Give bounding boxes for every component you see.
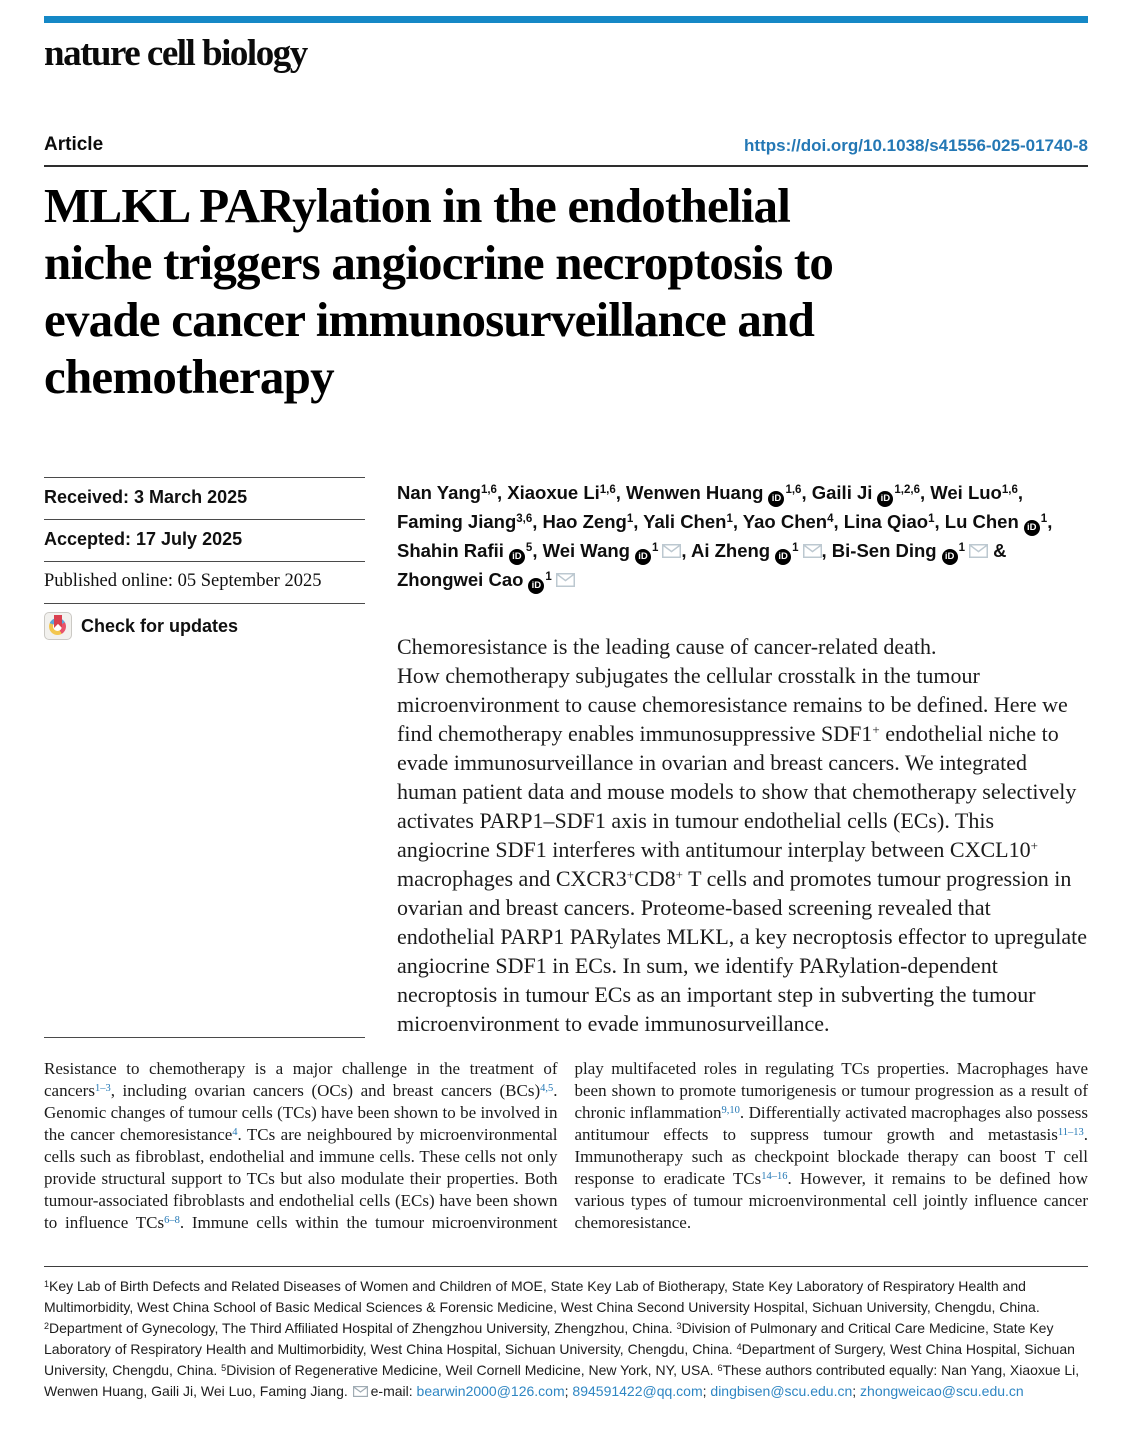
orcid-icon[interactable]: iD [775,549,791,565]
superscript: 1,2,6 [894,484,920,497]
superscript: 3,6 [516,513,533,526]
superscript: 1,6 [599,484,616,497]
superscript: 1,6 [480,484,497,497]
reference-link[interactable]: 1–3 [94,1082,111,1094]
reference-link[interactable]: 4 [232,1126,238,1138]
brand-color-bar [44,16,1088,23]
article-type-label: Article [44,134,104,155]
orcid-icon[interactable]: iD [942,549,958,565]
reference-link[interactable]: 9,10 [721,1104,740,1116]
email-link[interactable]: bearwin2000@126.com [416,1383,565,1399]
reference-link[interactable]: 4,5 [540,1082,554,1094]
accepted-date: Accepted: 17 July 2025 [44,519,365,561]
article-title: MLKL PARylation in the endothelial niche triggers angiocrine necroptosis to evade cancer immunosurveillance and chemotherapy [44,178,834,404]
reference-link[interactable]: 6–8 [164,1214,180,1226]
affiliations-footnotes: $^1$Key Lab of Birth Defects and Related Diseases of Women and Children of MOE, State Key Lab of Biotherapy, State Key Laboratory of Respiratory Health and Multimorbidity, West China School of Basic Medical Sciences & Forensic Medicine, West China Second University Hospital, Sichuan University, Chengdu, China. $^2$Department of Gynecology, The Third Affiliated Hospital of Zhengzhou University, Zhengzhou, China. $^3$Division of Pulmonary and Critical Care Medicine, State Key Laboratory of Respiratory Health and Multimorbidity, West China Hospital, Sichuan University, Chengdu, China. $^4$Department of Surgery, West China Hospital, Sichuan University, Chengdu, China. $^5$Division of Regenerative Medicine, Weil Cornell Medicine, New York, NY, USA. $^6$These authors contributed equally: Nan Yang, Xiaoxue Li, Wenwen Huang, Gaili Ji, Wei Luo, Faming Jiang. e-mail: bearwin2000@126.com; 894591422@qq.com; dingbisen@scu.edu.cn; zhongweicao@scu.edu.cn [44,1266,1088,1402]
received-date: Received: 3 March 2025 [44,477,365,519]
superscript: 1,6 [1001,484,1018,497]
superscript: 4 [827,513,834,526]
superscript: 1 [726,513,733,526]
crossmark-icon[interactable] [44,612,72,640]
orcid-icon[interactable]: iD [509,549,525,565]
superscript: 5 [525,542,533,555]
meta-section [44,477,1088,1038]
superscript: 1 [545,571,552,584]
orcid-icon[interactable]: iD [528,578,544,594]
superscript: 1 [928,513,935,526]
superscript: 1,6 [785,484,802,497]
superscript: 1 [958,542,966,555]
superscript: 1 [792,542,799,555]
superscript: 5 [221,1362,227,1373]
email-icon[interactable] [662,544,681,558]
reference-link[interactable]: 14–16 [761,1170,788,1182]
authors-abstract-column [397,477,1088,1038]
author-list: Nan Yang$^{1,6}$, Xiaoxue Li$^{1,6}$, Wenwen Huang iD$^{1,6}$, Gaili Ji iD$^{1,2,6}$, Wei Luo$^{1,6}$, Faming Jiang$^{3,6}$, Hao Zeng$^1$, Yali Chen$^1$, Yao Chen$^4$, Lina Qiao$^1$, Lu Chen $iD^1$, Shahin Rafii $iD^5$, Wei Wang $iD^1$ , Ai Zheng $iD^1$ , Bi-Sen Ding $iD^1$ & Zhongwei Cao $iD^1$ [397,478,1088,594]
superscript: + [675,866,683,882]
article-header-row [44,134,1088,167]
doi-link[interactable]: https://doi.org/10.1038/s41556-025-01740-8 [744,136,1088,155]
superscript: 6 [717,1362,723,1373]
introduction-body-columns: Resistance to chemotherapy is a major challenge in the treatment of cancers$^{1-3}$, including ovarian cancers (OCs) and breast cancers (BCs)$^{4,5}$. Genomic changes of tumour cells (TCs) have been shown to be involved in the cancer chemoresistance$^4$. TCs are neighboured by microenvironmental cells such as fibroblast, endothelial and immune cells. These cells not only provide structural support to TCs but also modulate their properties. Both tumour-associated fibroblasts and endothelial cells (ECs) have been shown to influence TCs$^{6-8}$. Immune cells within the tumour microenvironment play multifaceted roles in regulating TCs properties. Macrophages have been shown to promote tumorigenesis or tumour progression as a result of chronic inflammation$^{9,10}$. Differentially activated macrophages also possess antitumour effects to suppress tumour growth and metastasis$^{11-13}$. Immunotherapy such as checkpoint blockade therapy can boost T cell response to eradicate TCs$^{14-16}$. However, it remains to be defined how various types of tumour microenvironmental cell jointly influence cancer chemoresistance. [44,1059,1089,1232]
reference-link[interactable]: 11–13 [1057,1126,1084,1138]
email-icon[interactable] [803,544,822,558]
check-for-updates-label: Check for updates [81,615,239,636]
orcid-icon[interactable]: iD [1024,520,1040,536]
superscript: 1 [626,513,634,526]
orcid-icon[interactable]: iD [635,549,651,565]
email-link[interactable]: dingbisen@scu.edu.cn [710,1383,853,1399]
email-link[interactable]: zhongweicao@scu.edu.cn [860,1383,1024,1399]
published-date: Published online: 05 September 2025 [44,561,365,603]
journal-logo: nature cell biology [44,33,307,74]
superscript: 1 [1040,513,1048,526]
email-icon[interactable] [969,544,988,558]
superscript: 1 [651,542,659,555]
orcid-icon[interactable]: iD [877,491,893,507]
superscript: + [626,866,635,882]
superscript: 2 [44,1320,50,1331]
superscript: + [1030,837,1038,853]
orcid-icon[interactable]: iD [768,491,784,507]
check-for-updates-button[interactable] [44,603,365,650]
history-dates-panel [44,477,365,1038]
abstract-text: Chemoresistance is the leading cause of cancer-related death. How chemotherapy subjugates the cellular crosstalk in the tumour microenvironment to cause chemoresistance remains to be defined. Here we find chemotherapy enables immunosuppressive SDF1+ endothelial niche to evade immunosurveillance in ovarian and breast cancers. We integrated human patient data and mouse models to show that chemotherapy selectively activates PARP1–SDF1 axis in tumour endothelial cells (ECs). This angiocrine SDF1 interferes with antitumour interplay between CXCL10+ macrophages and CXCR3+CD8+ T cells and promotes tumour progression in ovarian and breast cancers. Proteome-based screening revealed that endothelial PARP1 PARylates MLKL, a key necroptosis effector to upregulate angiocrine SDF1 in ECs. In sum, we identify PARylation-dependent necroptosis in tumour ECs as an important step in subverting the tumour microenvironment to evade immunosurveillance. [397,634,1087,1036]
email-icon[interactable] [556,573,575,587]
superscript: + [872,721,880,737]
superscript: 1 [44,1278,50,1289]
superscript: 4 [736,1341,742,1352]
email-link[interactable]: 894591422@qq.com [572,1383,703,1399]
superscript: 3 [676,1320,682,1331]
email-icon [353,1386,368,1397]
